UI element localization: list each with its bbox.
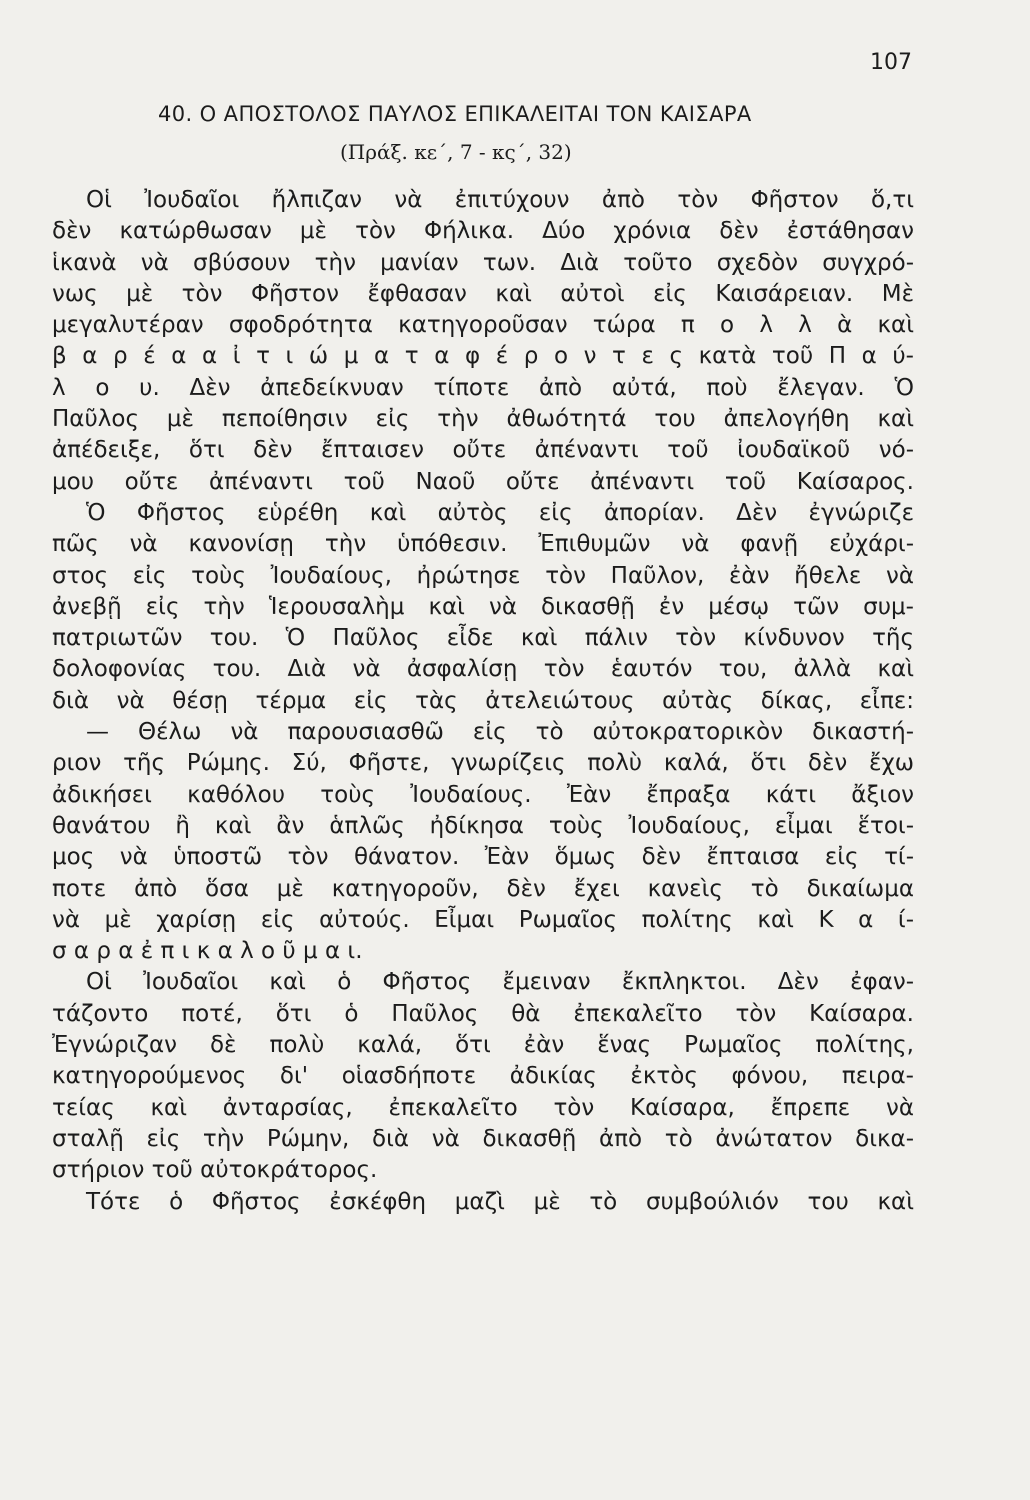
text-line: σταλῇ εἰς τὴν Ρώμην, διὰ νὰ δικασθῇ ἀπὸ τὸ ἀνώτατον δικα- [52,1125,914,1152]
text-line: Ἐγνώριζαν δὲ πολὺ καλά, ὅτι ἐὰν ἕνας Ρωμαῖος πολίτης, [52,1032,914,1059]
text-line: ριον τῆς Ρώμης. Σύ, Φῆστε, γνωρίζεις πολὺ καλά, ὅτι δὲν ἔχω [52,750,914,777]
text-line: τάζοντο ποτέ, ὅτι ὁ Παῦλος θὰ ἐπεκαλεῖτο τὸν Καίσαρα. [52,1000,914,1027]
text-line: Οἱ Ἰουδαῖοι καὶ ὁ Φῆστος ἔμειναν ἔκπληκτοι. Δὲν ἐφαν- [86,969,914,996]
text-line: θανάτου ἢ καὶ ἂν ἁπλῶς ἠδίκησα τοὺς Ἰουδαίους, εἶμαι ἕτοι- [52,812,914,839]
text-line: μου οὔτε ἀπέναντι τοῦ Ναοῦ οὔτε ἀπέναντι τοῦ Καίσαρος. [52,468,914,495]
text-line: μος νὰ ὑποστῶ τὸν θάνατον. Ἐὰν ὅμως δὲν ἔπταισα εἰς τί- [52,844,914,871]
text-line: Ὁ Φῆστος εὑρέθη καὶ αὐτὸς εἰς ἀπορίαν. Δὲν ἐγνώριζε [86,499,914,526]
text-line: δὲν κατώρθωσαν μὲ τὸν Φήλικα. Δύο χρόνια δὲν ἐστάθησαν [52,218,914,245]
text-line: νὰ μὲ χαρίσῃ εἰς αὐτούς. Εἶμαι Ρωμαῖος πολίτης καὶ Κ α ί- [52,906,914,933]
text-line: νως μὲ τὸν Φῆστον ἔφθασαν καὶ αὐτοὶ εἰς Καισάρειαν. Μὲ [52,280,914,307]
chapter-reference: (Πράξ. κε΄, 7 - κς΄, 32) [340,140,572,164]
text-line: μεγαλυτέραν σφοδρότητα κατηγοροῦσαν τώρα π ο λ λ ὰ καὶ [52,312,914,339]
text-line: διὰ νὰ θέσῃ τέρμα εἰς τὰς ἀτελειώτους αὐτὰς δίκας, εἶπε: [52,687,914,714]
text-line: τείας καὶ ἀνταρσίας, ἐπεκαλεῖτο τὸν Καίσαρα, ἔπρεπε νὰ [52,1094,914,1121]
text-line: σ α ρ α ἐ π ι κ α λ ο ῦ μ α ι. [52,938,363,965]
text-line: πῶς νὰ κανονίσῃ τὴν ὑπόθεσιν. Ἐπιθυμῶν νὰ φανῇ εὐχάρι- [52,531,914,558]
chapter-title: 40. Ο ΑΠΟΣΤΟΛΟΣ ΠΑΥΛΟΣ ΕΠΙΚΑΛΕΙΤΑΙ ΤΟΝ ΚΑΙΣΑΡΑ [158,102,752,126]
text-line: δολοφονίας του. Διὰ νὰ ἀσφαλίσῃ τὸν ἑαυτόν του, ἀλλὰ καὶ [52,656,914,683]
text-line: ἱκανὰ νὰ σβύσουν τὴν μανίαν των. Διὰ τοῦτο σχεδὸν συγχρό- [52,249,914,276]
text-line: στήριον τοῦ αὐτοκράτορος. [52,1157,378,1184]
text-line: Οἱ Ἰουδαῖοι ἤλπιζαν νὰ ἐπιτύχουν ἀπὸ τὸν Φῆστον ὅ,τι [86,187,914,213]
text-line: Παῦλος μὲ πεποίθησιν εἰς τὴν ἀθωότητά του ἀπελογήθη καὶ [52,406,914,433]
text-line: ἀνεβῇ εἰς τὴν Ἱερουσαλὴμ καὶ νὰ δικασθῇ ἐν μέσῳ τῶν συμ- [52,593,914,620]
text-line: ποτε ἀπὸ ὅσα μὲ κατηγοροῦν, δὲν ἔχει κανεὶς τὸ δικαίωμα [52,875,914,902]
text-line: στος εἰς τοὺς Ἰουδαίους, ἠρώτησε τὸν Παῦλον, ἐὰν ἤθελε νὰ [52,562,914,589]
text-line: κατηγορούμενος δι' οἱασδήποτε ἀδικίας ἐκτὸς φόνου, πειρα- [52,1063,914,1090]
text-line: λ ο υ. Δὲν ἀπεδείκνυαν τίποτε ἀπὸ αὐτά, ποὺ ἔλεγαν. Ὁ [52,374,914,401]
page-number: 107 [870,50,912,75]
text-line: β α ρ έ α α ἰ τ ι ώ μ α τ α φ έ ρ ο ν τ ε ς κατὰ τοῦ Π α ύ- [52,343,914,370]
text-line: ἀπέδειξε, ὅτι δὲν ἔπταισεν οὔτε ἀπέναντι τοῦ ἰουδαϊκοῦ νό- [52,437,914,464]
text-line: ἀδικήσει καθόλου τοὺς Ἰουδαίους. Ἐὰν ἔπραξα κάτι ἄξιον [52,781,914,808]
text-line: πατριωτῶν του. Ὁ Παῦλος εἶδε καὶ πάλιν τὸν κίνδυνον τῆς [52,625,914,652]
text-line: Τότε ὁ Φῆστος ἐσκέφθη μαζὶ μὲ τὸ συμβούλιόν του καὶ [86,1188,914,1215]
text-line: — Θέλω νὰ παρουσιασθῶ εἰς τὸ αὐτοκρατορικὸν δικαστή- [86,719,914,746]
body-text [52,185,914,1218]
